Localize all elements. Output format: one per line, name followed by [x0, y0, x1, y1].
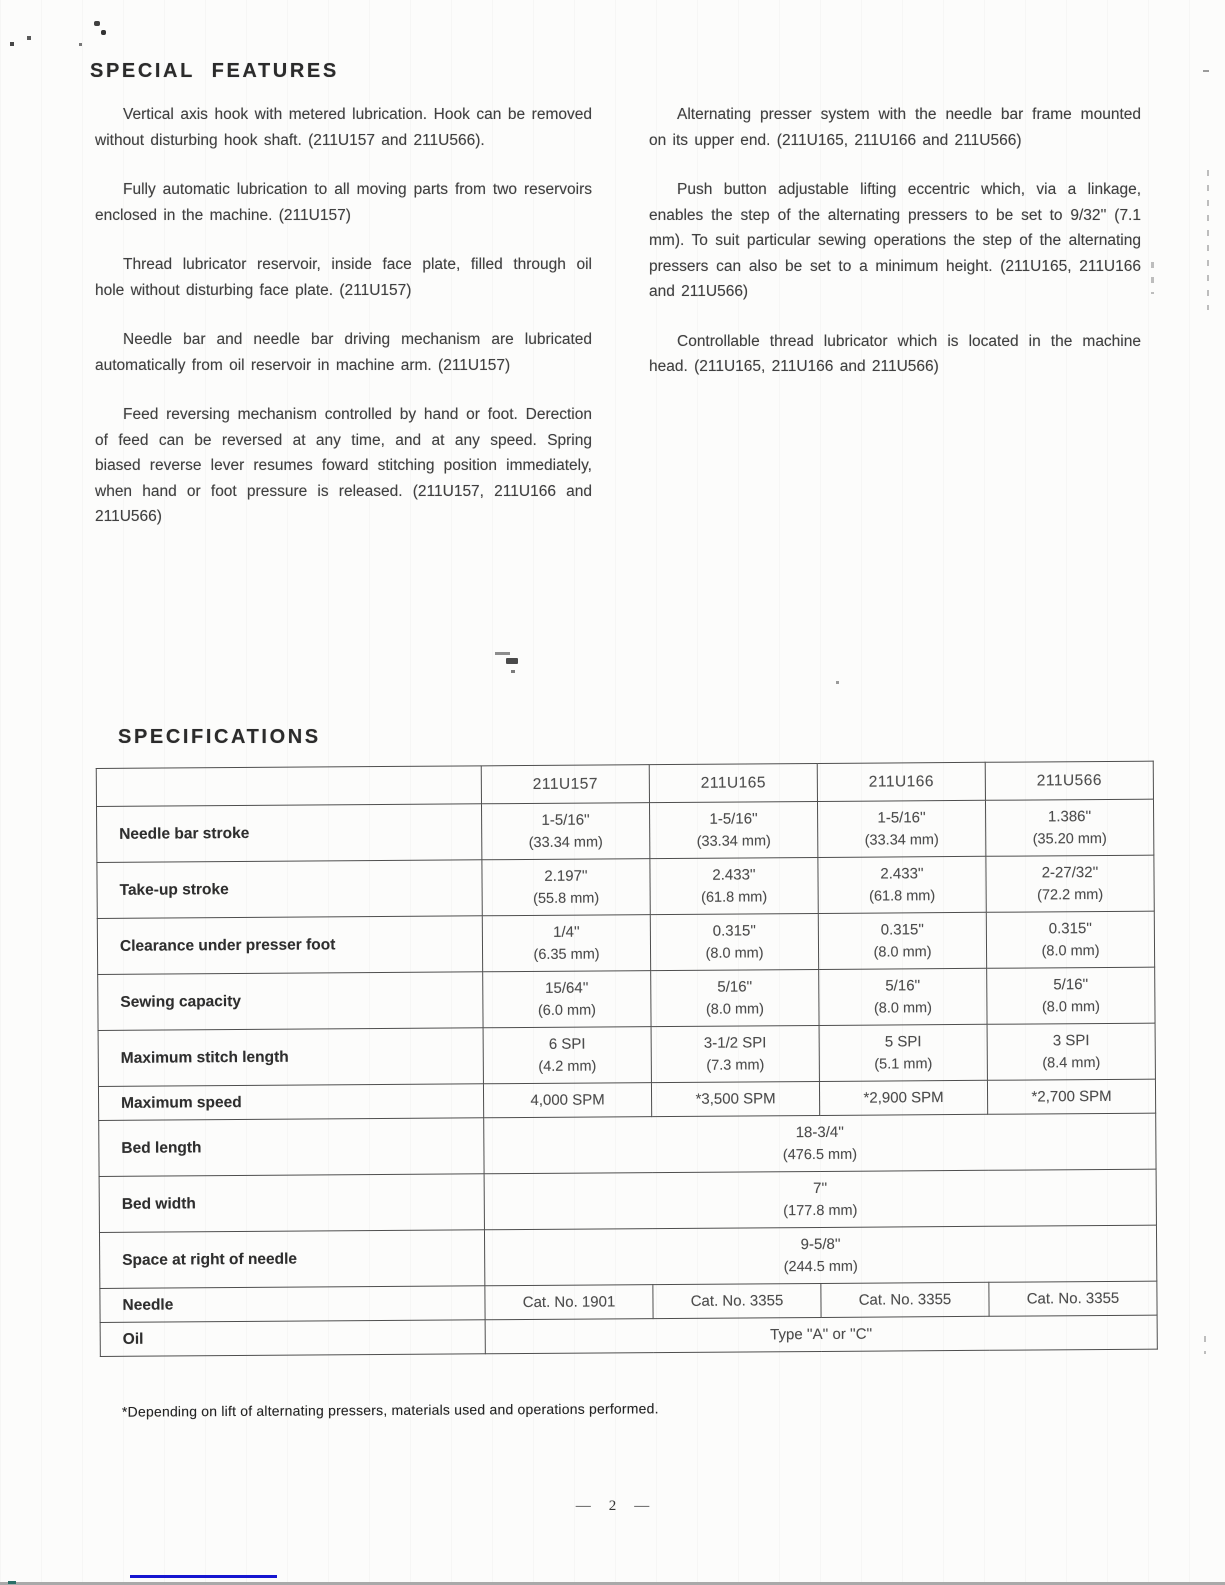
- spec-value-merged: [484, 1225, 1156, 1286]
- spec-row-max-stitch-length: [98, 1023, 1155, 1086]
- feature-paragraph: Thread lubricator reservoir, inside face plate, filled through oil hole without disturbing face plate. (211U157): [95, 256, 592, 299]
- row-label: Oil: [100, 1320, 485, 1357]
- page-number: [0, 1498, 1225, 1515]
- footnote: *Depending on lift of alternating pressers, materials used and operations performed.: [121, 1400, 659, 1420]
- spec-row-bed-width: [99, 1169, 1156, 1232]
- spec-value: [482, 915, 650, 972]
- value-metric: (35.20 mm): [1032, 830, 1107, 848]
- model-column-header: 211U165: [649, 763, 817, 802]
- spec-row-take-up-stroke: [97, 855, 1154, 918]
- spec-row-clearance: [97, 911, 1154, 974]
- value-line: 2.197'': [544, 867, 588, 885]
- features-left-column: [95, 102, 592, 554]
- value-metric: (8.0 mm): [1041, 999, 1100, 1016]
- value-metric: (8.0 mm): [873, 944, 932, 961]
- value-metric: (61.8 mm): [869, 888, 936, 905]
- spec-value: [818, 912, 986, 969]
- scan-speck: [79, 43, 82, 46]
- model-column-header: 211U566: [985, 761, 1153, 800]
- spec-value: [651, 1025, 819, 1082]
- value-metric: (7.3 mm): [706, 1057, 765, 1074]
- value-metric: (33.34 mm): [696, 833, 771, 850]
- value-line: 5/16'': [1053, 976, 1089, 994]
- spec-value: [482, 859, 650, 916]
- value-line: 6 SPI: [548, 1035, 586, 1053]
- value-line: 3-1/2 SPI: [703, 1034, 767, 1052]
- scan-speck: [8, 1581, 16, 1584]
- row-label: Bed length: [99, 1118, 484, 1177]
- spec-value: [985, 799, 1153, 856]
- scan-speck: [27, 36, 31, 40]
- value-metric: (8.4 mm): [1042, 1055, 1101, 1072]
- value-metric: (6.0 mm): [537, 1002, 596, 1019]
- header-empty-cell: [96, 766, 481, 807]
- value-metric: (8.0 mm): [1041, 943, 1100, 960]
- value-line: 18-3/4'': [795, 1123, 844, 1142]
- spec-value: [483, 971, 651, 1028]
- spec-value: [819, 968, 987, 1025]
- spec-value: [483, 1027, 651, 1084]
- spec-value: [818, 856, 986, 913]
- special-features-heading: SPECIAL FEATURES: [90, 60, 339, 82]
- value-metric: (6.35 mm): [533, 946, 600, 963]
- spec-value: [650, 857, 818, 914]
- scan-dashed-line: [1204, 1336, 1206, 1354]
- scan-dashed-line: [1151, 262, 1154, 294]
- spec-value: Cat. No. 3355: [821, 1282, 989, 1317]
- value-metric: (244.5 mm): [783, 1258, 858, 1276]
- spec-value: *2,900 SPM: [819, 1080, 987, 1115]
- spec-row-sewing-capacity: [98, 967, 1155, 1030]
- spec-value-merged: Type ''A'' or ''C'': [485, 1315, 1157, 1354]
- spec-row-bed-length: [99, 1113, 1156, 1176]
- row-label: Take-up stroke: [97, 860, 482, 919]
- value-metric: (8.0 mm): [705, 945, 764, 962]
- value-metric: (33.34 mm): [528, 834, 603, 851]
- value-metric: (476.5 mm): [782, 1146, 858, 1164]
- value-metric: (33.34 mm): [864, 832, 939, 849]
- spec-value: Cat. No. 3355: [653, 1283, 821, 1318]
- value-line: 0.315'': [1048, 920, 1093, 938]
- spec-row-oil: [100, 1315, 1157, 1356]
- row-label: Sewing capacity: [98, 972, 483, 1031]
- spec-value: [987, 967, 1155, 1024]
- value-line: 2.433'': [880, 865, 924, 883]
- value-metric: (5.1 mm): [874, 1056, 933, 1073]
- spec-value: [481, 803, 649, 860]
- value-line: 1/4'': [553, 923, 580, 941]
- page-number-dash: —: [634, 1498, 650, 1514]
- spec-value: [650, 913, 818, 970]
- spec-value: Cat. No. 1901: [485, 1285, 653, 1320]
- value-metric: (177.8 mm): [783, 1202, 858, 1220]
- value-line: 1-5/16'': [709, 810, 758, 828]
- value-line: 1-5/16'': [541, 811, 590, 829]
- spec-value: [649, 801, 817, 858]
- value-metric: (72.2 mm): [1037, 886, 1104, 904]
- spec-value: Cat. No. 3355: [989, 1281, 1157, 1316]
- row-label: Bed width: [99, 1174, 484, 1233]
- value-line: 5 SPI: [884, 1033, 922, 1051]
- spec-value: [986, 855, 1154, 912]
- scan-smudge: [506, 658, 518, 664]
- row-label: Needle: [100, 1286, 485, 1323]
- spec-value: [817, 800, 985, 857]
- model-column-header: 211U157: [481, 765, 649, 804]
- scan-speck: [10, 42, 14, 46]
- value-line: 2-27/32'': [1041, 864, 1099, 882]
- spec-row-needle-bar-stroke: [97, 799, 1154, 862]
- spec-value: [987, 1023, 1155, 1080]
- row-label: Clearance under presser foot: [97, 916, 482, 975]
- spec-value-merged: [484, 1169, 1156, 1230]
- model-column-header: 211U166: [817, 762, 985, 801]
- specifications-table-wrap: [96, 761, 1157, 1357]
- value-line: 1.386'': [1047, 808, 1092, 826]
- features-right-column: [649, 102, 1141, 554]
- scan-smudge: [511, 670, 515, 673]
- blue-underline: [130, 1575, 277, 1578]
- row-label: Maximum speed: [98, 1084, 483, 1121]
- scan-dashed-line: [1207, 170, 1209, 310]
- scan-smudge: [495, 652, 510, 655]
- feature-paragraph: Feed reversing mechanism controlled by hand or foot. Derection of feed can be reversed at any time, and at any speed. Spring biased reverse lever resumes foward stitching position immediately, when hand or foot pressure is released. (211U157, 211U166 and 211U566): [95, 406, 592, 525]
- value-metric: (61.8 mm): [701, 889, 768, 906]
- spec-row-space-right-of-needle: [99, 1225, 1156, 1288]
- scan-dash: [1203, 70, 1209, 72]
- value-line: 15/64'': [545, 979, 589, 997]
- value-line: 9-5/8'': [800, 1235, 841, 1254]
- scan-speck: [94, 21, 100, 26]
- features-two-columns: [95, 102, 1141, 554]
- spec-value: [819, 1024, 987, 1081]
- scan-speck: [101, 30, 106, 35]
- value-line: 7'': [813, 1179, 828, 1198]
- value-line: 5/16'': [717, 978, 753, 996]
- value-line: 0.315'': [880, 921, 925, 939]
- row-label: Needle bar stroke: [97, 804, 482, 863]
- feature-paragraph: Alternating presser system with the needle bar frame mounted on its upper end. (211U165, 211U166 and 211U566): [649, 106, 1141, 149]
- spec-value: [986, 911, 1154, 968]
- value-metric: (8.0 mm): [705, 1001, 764, 1018]
- row-label: Space at right of needle: [99, 1230, 484, 1289]
- scan-speck: [836, 681, 839, 684]
- spec-value: *3,500 SPM: [651, 1081, 819, 1116]
- spec-value-merged: [484, 1113, 1156, 1174]
- value-line: 2.433'': [712, 866, 756, 884]
- value-line: 0.315'': [712, 922, 757, 940]
- feature-paragraph: Vertical axis hook with metered lubrication. Hook can be removed without disturbing hook shaft. (211U157 and 211U566).: [95, 106, 592, 149]
- page-number-value: 2: [608, 1498, 617, 1514]
- feature-paragraph: Controllable thread lubricator which is located in the machine head. (211U165, 211U166 and 211U566): [649, 332, 1141, 375]
- specifications-heading: SPECIFICATIONS: [118, 726, 321, 748]
- specifications-table: [96, 761, 1158, 1357]
- value-metric: (8.0 mm): [873, 1000, 932, 1017]
- row-label: Maximum stitch length: [98, 1028, 483, 1087]
- spec-value: [651, 969, 819, 1026]
- feature-paragraph: Needle bar and needle bar driving mechanism are lubricated automatically from oil reservoir in machine arm. (211U157): [95, 331, 592, 374]
- value-metric: (4.2 mm): [538, 1058, 597, 1075]
- value-line: 1-5/16'': [877, 809, 926, 827]
- feature-paragraph: Fully automatic lubrication to all moving parts from two reservoirs enclosed in the machine. (211U157): [95, 181, 592, 224]
- value-line: 3 SPI: [1052, 1032, 1090, 1050]
- feature-paragraph: Push button adjustable lifting eccentric which, via a linkage, enables the step of the alternating pressers to be set to 9/32'' (7.1 mm). To suit particular sewing operations the step of the alternating pressers can also be set to a minimum height. (211U165, 211U166 and 211U566): [649, 181, 1141, 300]
- spec-value: *2,700 SPM: [987, 1079, 1155, 1114]
- spec-value: 4,000 SPM: [483, 1083, 651, 1118]
- page-number-dash: —: [575, 1498, 591, 1514]
- value-line: 5/16'': [885, 977, 921, 995]
- value-metric: (55.8 mm): [533, 890, 600, 907]
